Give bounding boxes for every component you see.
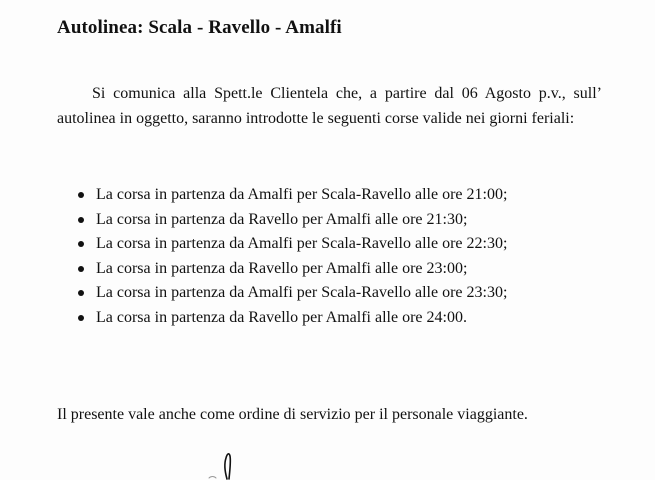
intro-line-1: Si comunica alla Spett.le Clientela che, a partire dal 06 Agosto p.v., sull’ xyxy=(92,85,602,102)
closing-paragraph: Il presente vale anche come ordine di servizio per il personale viaggiante. xyxy=(57,406,528,423)
list-item xyxy=(78,208,507,233)
run-text: La corsa in partenza da Amalfi per Scala-Ravello alle ore 23:30; xyxy=(96,284,508,301)
bullet-icon xyxy=(78,290,84,296)
intro-paragraph xyxy=(57,81,602,131)
run-text: La corsa in partenza da Ravello per Amalfi alle ore 21:30; xyxy=(96,210,468,228)
bullet-icon xyxy=(78,192,84,198)
list-item xyxy=(78,183,507,208)
list-item xyxy=(78,306,507,331)
intro-line-2: autolinea in oggetto, saranno introdotte le seguenti corse valide nei giorni feriali: xyxy=(57,110,575,127)
runs-list xyxy=(78,183,507,330)
bullet-icon xyxy=(78,241,84,247)
bullet-icon xyxy=(78,266,84,272)
run-text: La corsa in partenza da Amalfi per Scala-Ravello alle ore 22:30; xyxy=(96,235,508,252)
run-text: La corsa in partenza da Ravello per Amalfi alle ore 24:00. xyxy=(96,308,467,326)
list-item xyxy=(78,281,507,306)
bullet-icon xyxy=(78,315,84,321)
run-text: La corsa in partenza da Ravello per Amalfi alle ore 23:00; xyxy=(96,259,468,277)
signature-mark xyxy=(205,448,265,480)
bullet-icon xyxy=(78,217,84,223)
document-title: Autolinea: Scala - Ravello - Amalfi xyxy=(57,17,342,38)
run-text: La corsa in partenza da Amalfi per Scala-Ravello alle ore 21:00; xyxy=(96,186,508,203)
list-item xyxy=(78,257,507,282)
list-item xyxy=(78,232,507,257)
